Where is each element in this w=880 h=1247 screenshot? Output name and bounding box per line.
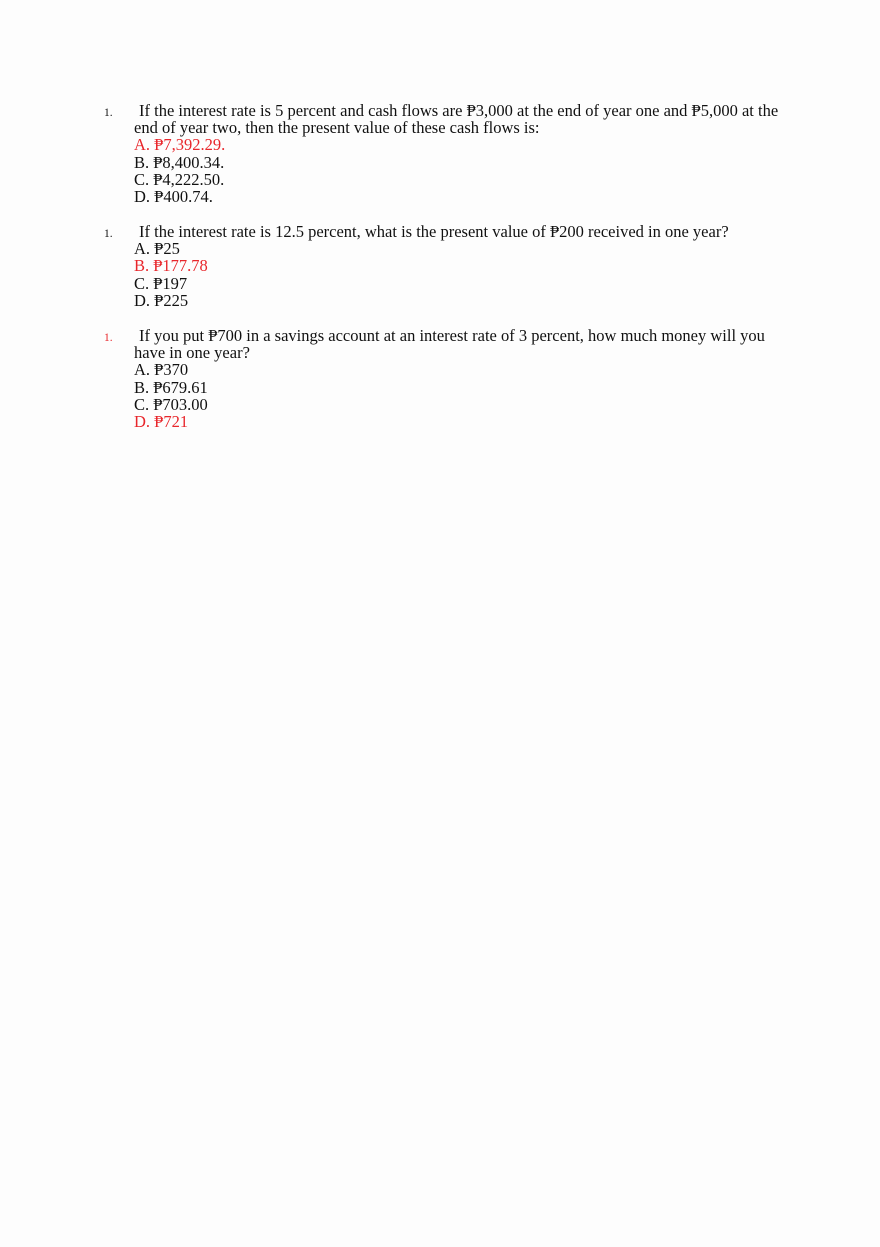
answer-choice-a: A. ₱370 [134, 360, 189, 380]
question-stem: If the interest rate is 12.5 percent, what is the present value of ₱200 received in one year? [139, 222, 729, 241]
question-number: 1. [104, 228, 113, 240]
answer-choices [134, 240, 784, 309]
question-3 [104, 327, 784, 430]
question-number: 1. [104, 107, 113, 119]
answer-choices [134, 136, 784, 205]
answer-choice-d: D. ₱225 [134, 290, 189, 310]
question-number: 1. [104, 332, 113, 344]
answer-choice-b: B. ₱8,400.34. [134, 152, 225, 172]
answer-choice-b: B. ₱679.61 [134, 377, 208, 397]
answer-choice-d: D. ₱400.74. [134, 187, 213, 207]
answer-choice-a: A. ₱25 [134, 239, 180, 259]
question-1 [104, 102, 784, 205]
answer-choice-c: C. ₱4,222.50. [134, 169, 225, 189]
question-2 [104, 223, 784, 309]
answer-choice-b: B. ₱177.78 [134, 256, 208, 276]
answer-choice-c: C. ₱703.00 [134, 394, 208, 414]
answer-choice-a: A. ₱7,392.29. [134, 135, 226, 155]
answer-choice-c: C. ₱197 [134, 273, 188, 293]
answer-choice-d: D. ₱721 [134, 412, 189, 432]
answer-choices [134, 361, 784, 430]
question-stem: If you put ₱700 in a savings account at an interest rate of 3 percent, how much money will you have in one year? [134, 326, 765, 363]
question-stem: If the interest rate is 5 percent and cash flows are ₱3,000 at the end of year one and ₱5,000 at the end of year two, then the present value of these cash flows is: [134, 101, 779, 138]
